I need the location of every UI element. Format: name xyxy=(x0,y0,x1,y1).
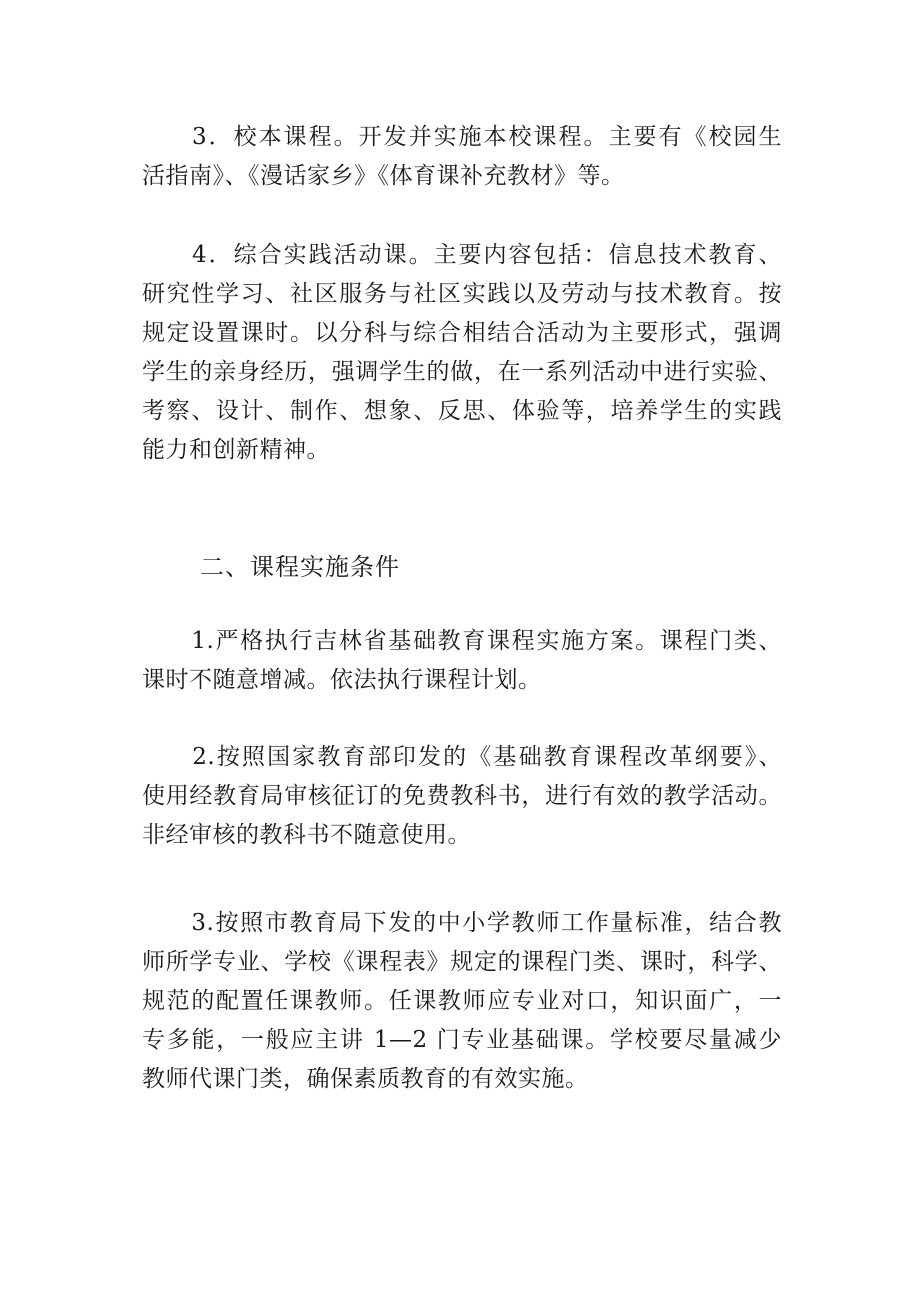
text-line: 考察、设计、制作、想象、反思、体验等，培养学生的实践 xyxy=(142,398,782,424)
text-line: 3．校本课程。开发并实施本校课程。主要有《校园生 xyxy=(142,124,782,150)
text-line: 非经审核的教科书不随意使用。 xyxy=(142,822,471,848)
paragraph-practice-activities xyxy=(142,236,782,470)
text-line: 师所学专业、学校《课程表》规定的课程门类、课时，科学、 xyxy=(142,949,782,975)
text-line: 使用经教育局审核征订的免费教科书，进行有效的教学活动。 xyxy=(142,783,782,809)
paragraph-condition-3 xyxy=(142,904,782,1099)
text-line: 规定设置课时。以分科与综合相结合活动为主要形式，强调 xyxy=(142,320,782,346)
paragraph-condition-2 xyxy=(142,738,782,855)
paragraph-school-curriculum xyxy=(142,118,782,196)
text-line: 教师代课门类，确保素质教育的有效实施。 xyxy=(142,1066,589,1092)
text-line: 能力和创新精神。 xyxy=(142,437,330,463)
section-heading: 二、课程实施条件 xyxy=(200,553,400,581)
text-line: 2.按照国家教育部印发的《基础教育课程改革纲要》、 xyxy=(142,744,782,770)
text-line: 3.按照市教育局下发的中小学教师工作量标准，结合教 xyxy=(142,910,782,936)
text-line: 4．综合实践活动课。主要内容包括：信息技术教育、 xyxy=(142,242,782,268)
paragraph-condition-1 xyxy=(142,622,782,700)
text-line: 规范的配置任课教师。任课教师应专业对口，知识面广，一 xyxy=(142,988,782,1014)
text-line: 专多能，一般应主讲 1—2 门专业基础课。学校要尽量减少 xyxy=(142,1027,782,1053)
text-line: 学生的亲身经历，强调学生的做，在一系列活动中进行实验、 xyxy=(142,359,782,385)
text-line: 课时不随意增减。依法执行课程计划。 xyxy=(142,667,542,693)
text-line: 活指南》、《漫话家乡》《体育课补充教材》等。 xyxy=(142,163,625,189)
text-line: 1.严格执行吉林省基础教育课程实施方案。课程门类、 xyxy=(142,628,782,654)
text-line: 研究性学习、社区服务与社区实践以及劳动与技术教育。按 xyxy=(142,281,782,307)
